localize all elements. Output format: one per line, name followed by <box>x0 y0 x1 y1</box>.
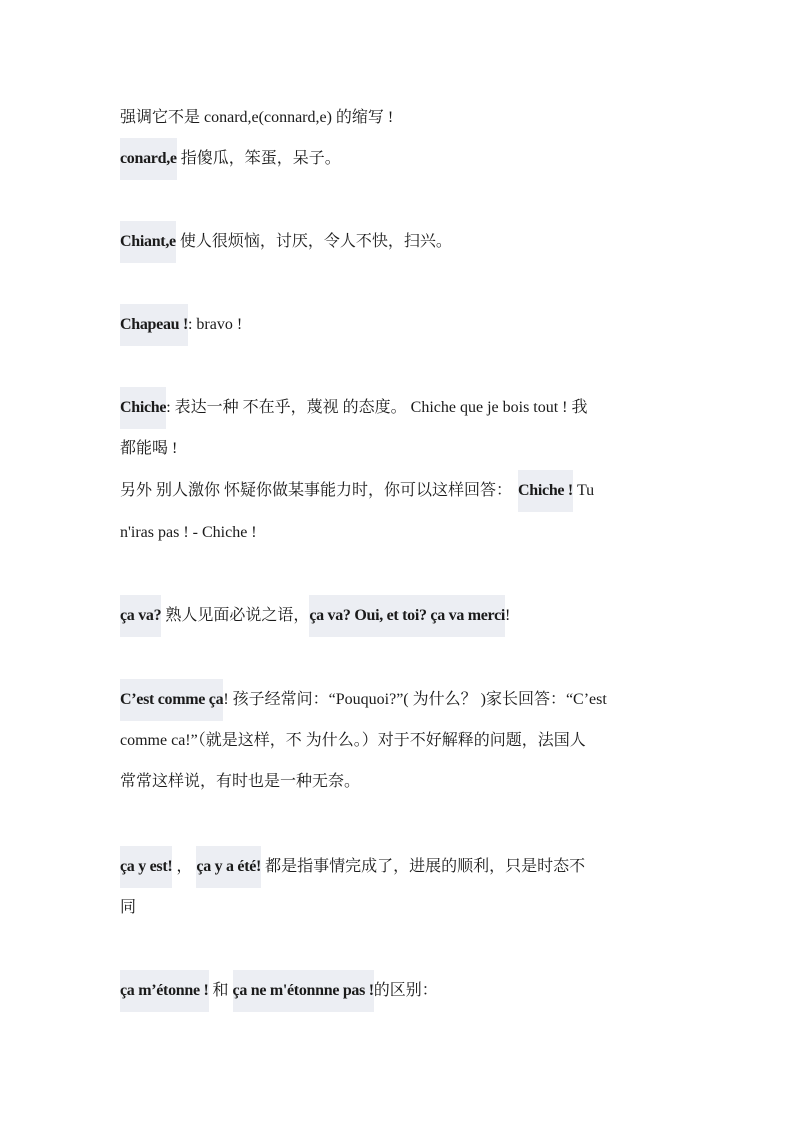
line-text: : bravo ! <box>187 316 243 333</box>
text-line <box>120 387 680 429</box>
highlighted-term: Chapeau ! <box>120 304 188 346</box>
highlighted-term: Chiche ! <box>518 470 573 512</box>
text-line <box>120 970 680 1012</box>
line-text: n'iras pas ! - Chiche ! <box>120 524 257 541</box>
highlighted-term: ça ne m'étonnne pas ! <box>233 970 374 1012</box>
line-text: 都是指事情完成了，进展的顺利，只是时态不 <box>261 858 586 875</box>
text-line <box>120 138 680 180</box>
text-line <box>120 761 680 803</box>
line-text: 都能喝 ! <box>120 440 178 457</box>
highlighted-term: conard,e <box>120 138 177 180</box>
line-text: 使人很烦恼，讨厌，令人不快，扫兴。 <box>175 233 452 250</box>
line-text: 另外 别人激你 怀疑你做某事能力时，你可以这样回答： <box>120 482 513 499</box>
line-text: : 表达一种 不在乎，蔑视 的态度。 Chiche que je bois tout ! 我 <box>166 399 588 416</box>
line-text: ， <box>172 858 197 875</box>
line-text: 的区别： <box>373 982 438 999</box>
text-line <box>120 470 680 512</box>
highlighted-term: C’est comme ça <box>120 679 223 721</box>
line-text: 指傻瓜，笨蛋，呆子。 <box>176 150 341 167</box>
text-line <box>120 97 680 139</box>
line-text: comme ca!”（就是这样，不 为什么。）对于不好解释的问题，法国人 <box>120 732 586 749</box>
text-line <box>120 595 680 637</box>
text-line <box>120 221 680 263</box>
line-text: 常常这样说，有时也是一种无奈。 <box>120 773 361 790</box>
highlighted-term: ça va? <box>120 595 161 637</box>
highlighted-term: ça y a été! <box>196 846 261 888</box>
highlighted-term: ça va? Oui, et toi? ça va merci <box>309 595 505 637</box>
line-text: 强调它不是 conard,e(connard,e) 的缩写 ! <box>120 109 394 126</box>
text-line <box>120 304 680 346</box>
line-text: 同 <box>120 899 137 916</box>
text-line <box>120 887 680 929</box>
text-line <box>120 679 680 721</box>
text-line <box>120 512 680 554</box>
text-line <box>120 720 680 762</box>
highlighted-term: ça y est! <box>120 846 172 888</box>
highlighted-term: Chiche <box>120 387 166 429</box>
line-text: 熟人见面必说之语， <box>161 607 310 624</box>
line-text: 和 <box>208 982 233 999</box>
text-line <box>120 428 680 470</box>
highlighted-term: Chiant,e <box>120 221 176 263</box>
line-text: Tu <box>572 482 595 499</box>
text-line <box>120 846 680 888</box>
highlighted-term: ça m’étonne ! <box>120 970 209 1012</box>
line-text: ! 孩子经常问：“Pouquoi?”( 为什么？ )家长回答：“C’est <box>223 691 607 708</box>
line-text: ! <box>505 607 511 624</box>
